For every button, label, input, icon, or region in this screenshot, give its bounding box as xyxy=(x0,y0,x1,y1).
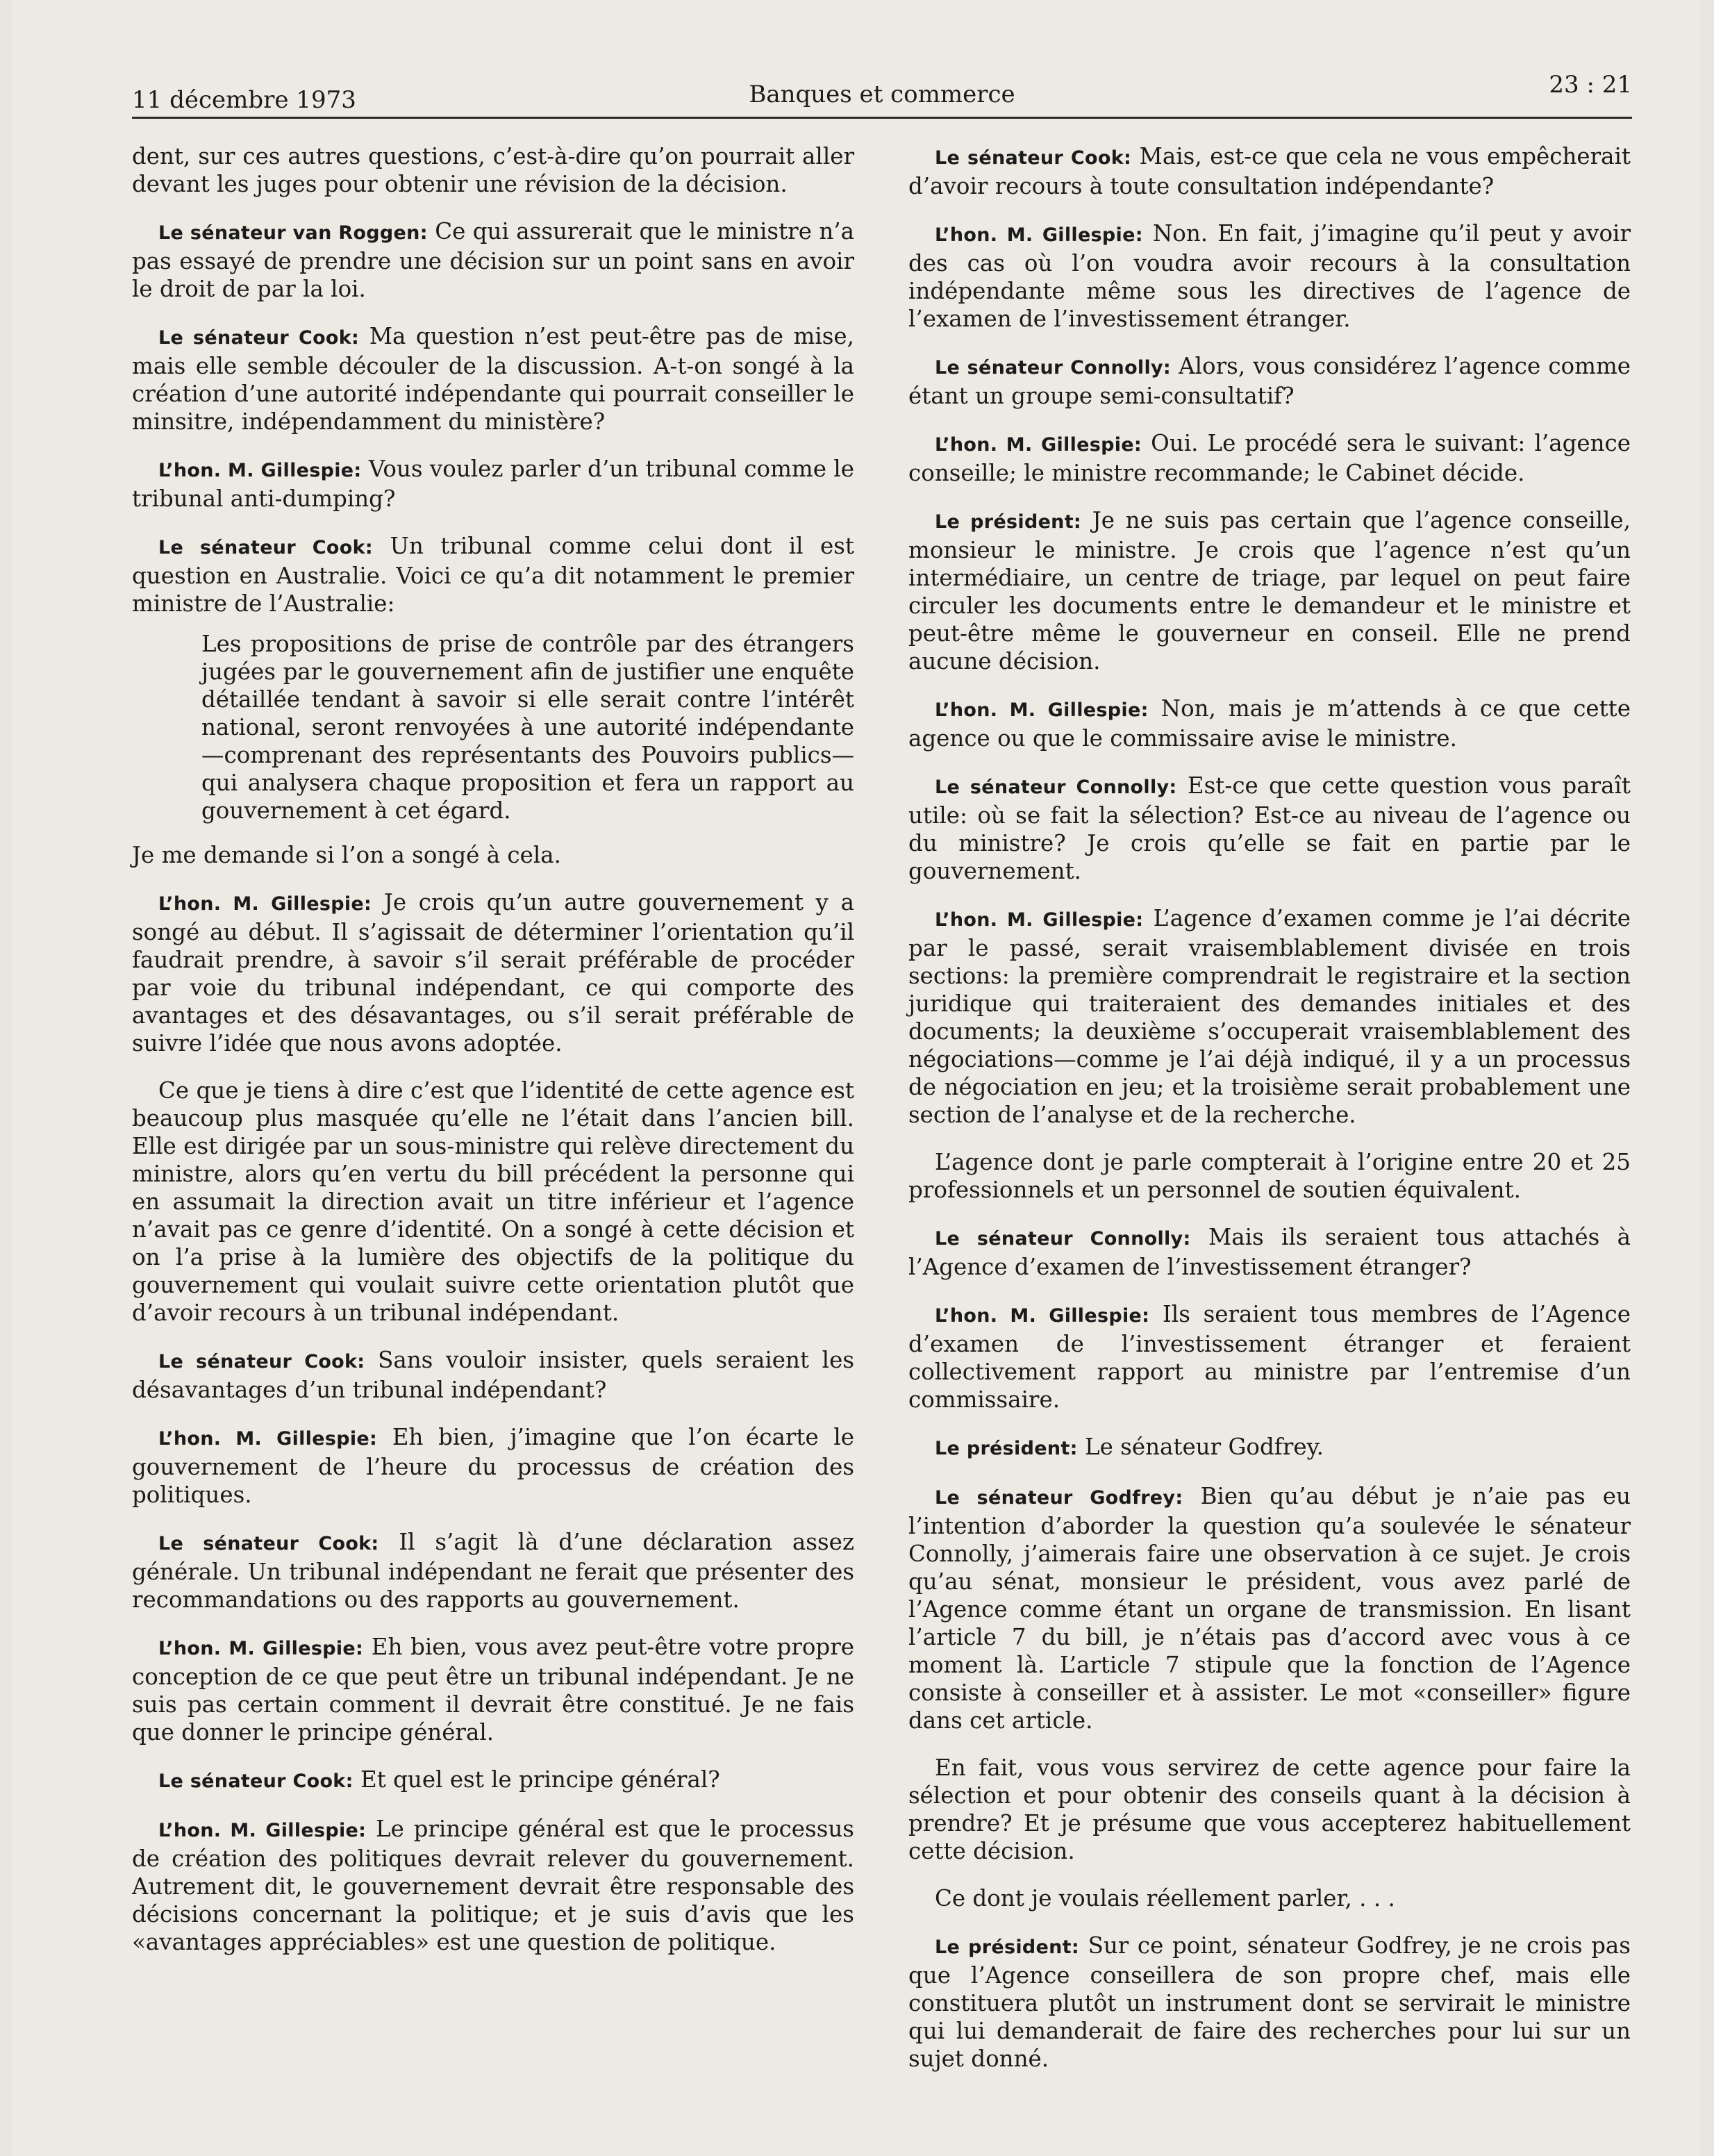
speech-paragraph xyxy=(908,429,1631,487)
speaker-name: Le président: xyxy=(935,1438,1078,1459)
speech-text: Je crois qu’un autre gouvernement y a songé au début. Il s’agissait de déterminer l’orientation qu’il faudrait prendre, à savoir s’il serait préférable de procéder par voie du tribunal indépendant, ce qui comporte des avantages et des désavantages, ou s’il serait préférable de suivre l’idée que nous avons adoptée. xyxy=(132,889,854,1056)
speech-paragraph xyxy=(132,455,854,513)
speaker-name: Le président: xyxy=(935,511,1082,533)
speaker-name: Le sénateur Godfrey: xyxy=(935,1487,1183,1509)
speech-paragraph xyxy=(132,1528,854,1614)
speaker-name: L’hon. M. Gillespie: xyxy=(158,893,372,915)
speech-text: Non, mais je m’attends à ce que cette agence ou que le commissaire avise le ministre. xyxy=(908,695,1631,752)
speech-paragraph xyxy=(908,1932,1631,2073)
speech-paragraph xyxy=(908,1482,1631,1734)
speech-text: Vous voulez parler d’un tribunal comme le tribunal anti-dumping? xyxy=(132,456,854,512)
text-paragraph: dent, sur ces autres questions, c’est-à-dire qu’on pourrait aller devant les juges pour obtenir une révision de la décision. xyxy=(132,143,854,197)
speaker-name: Le sénateur Connolly: xyxy=(935,357,1172,379)
speaker-name: Le président: xyxy=(935,1937,1079,1958)
speech-text: Alors, vous considérez l’agence comme étant un groupe semi-consultatif? xyxy=(908,353,1631,409)
speech-paragraph xyxy=(132,322,854,436)
speech-paragraph xyxy=(908,1223,1631,1281)
quoted-paragraph: Les propositions de prise de contrôle par des étrangers jugées par le gouvernement afin de justifier une enquête détaillée tendant à savoir si elle serait contre l’intérêt national, seront renvoyées à une autorité indépendante—comprenant des représentants des Pouvoirs publics—qui analysera chaque proposition et fera un rapport au gouvernement à cet égard. xyxy=(201,631,854,824)
speaker-name: Le sénateur Connolly: xyxy=(935,777,1177,798)
speaker-name: Le sénateur Cook: xyxy=(935,147,1132,169)
speaker-name: Le sénateur van Roggen: xyxy=(158,222,428,244)
speaker-name: L’hon. M. Gillespie: xyxy=(935,1305,1150,1327)
header-page-number: 23 : 21 xyxy=(1549,71,1632,99)
speech-paragraph xyxy=(132,1633,854,1746)
speech-text: Bien qu’au début je n’aie pas eu l’intention d’aborder la question qu’a soulevée le sénateur Connolly, j’aimerais faire une observation à ce sujet. Je crois qu’au sénat, monsieur le président, vous avez parlé de l’Agence comme étant un organe de transmission. En lisant l’article 7 du bill, je n’étais pas d’accord avec vous à ce moment là. L’article 7 stipule que la fonction de l’Agence consiste à conseiller et à assister. Le mot «conseiller» figure dans cet article. xyxy=(908,1483,1631,1734)
speech-text: Le principe général est que le processus de création des politiques devrait relever du gouvernement. Autrement dit, le gouvernement devrait être responsable des décisions concernant la politique; et je suis d’avis que les «avantages appréciables» est une question de politique. xyxy=(132,1816,854,1955)
left-column xyxy=(132,142,854,1975)
speech-paragraph xyxy=(908,1433,1631,1463)
header-date: 11 décembre 1973 xyxy=(132,86,356,114)
speech-paragraph xyxy=(908,352,1631,410)
speech-text: Ma question n’est peut-être pas de mise, mais elle semble découler de la discussion. A-t-on songé à la création d’une autorité indépendante qui pourrait conseiller le minsitre, indépendamment du ministère? xyxy=(132,323,854,435)
speech-text: Non. En fait, j’imagine qu’il peut y avoir des cas où l’on voudra avoir recours à la consultation indépendante même sous les directives de l’agence de l’examen de l’investissement étranger. xyxy=(908,220,1631,332)
speech-paragraph xyxy=(908,506,1631,675)
speaker-name: Le sénateur Cook: xyxy=(158,1351,365,1373)
speech-text: Le sénateur Godfrey. xyxy=(1085,1434,1324,1460)
speech-paragraph xyxy=(132,532,854,617)
speech-paragraph xyxy=(908,1300,1631,1413)
speech-text: Je ne suis pas certain que l’agence conseille, monsieur le ministre. Je crois que l’agence n’est qu’un intermédiaire, un centre de triage, par lequel on peut faire circuler les documents entre le demandeur et le ministre et peut-être même le gouverneur en conseil. Elle ne prend aucune décision. xyxy=(908,507,1631,674)
speaker-name: L’hon. M. Gillespie: xyxy=(158,460,362,481)
speech-paragraph xyxy=(908,142,1631,200)
speech-paragraph xyxy=(908,772,1631,885)
speech-paragraph xyxy=(132,1815,854,1956)
header-title: Banques et commerce xyxy=(749,81,1015,108)
speech-paragraph xyxy=(908,219,1631,333)
text-paragraph: En fait, vous vous servirez de cette agence pour faire la sélection et pour obtenir des conseils quant à la décision à prendre? Et je présume que vous accepterez habituellement cette décision. xyxy=(908,1755,1631,1864)
speaker-name: L’hon. M. Gillespie: xyxy=(158,1428,378,1450)
text-paragraph: Je me demande si l’on a songé à cela. xyxy=(132,842,561,868)
speech-text: Mais ils seraient tous attachés à l’Agence d’examen de l’investissement étranger? xyxy=(908,1224,1631,1280)
speaker-name: L’hon. M. Gillespie: xyxy=(935,909,1144,931)
speaker-name: Le sénateur Cook: xyxy=(158,327,360,349)
speech-paragraph xyxy=(908,904,1631,1129)
speech-text: Sur ce point, sénateur Godfrey, je ne crois pas que l’Agence conseillera de son propre chef, mais elle constituera plutôt un instrument dont se servirait le ministre qui lui demanderait de faire des recherches pour lui sur un sujet donné. xyxy=(908,1932,1631,2072)
speech-text: Mais, est-ce que cela ne vous empêcherait d’avoir recours à toute consultation indépendante? xyxy=(908,143,1631,199)
speech-text: Il s’agit là d’une déclaration assez générale. Un tribunal indépendant ne ferait que présenter des recommandations ou des rapports au gouvernement. xyxy=(132,1529,855,1613)
speech-paragraph xyxy=(132,217,854,303)
speech-paragraph xyxy=(132,1766,854,1796)
speech-text: Un tribunal comme celui dont il est question en Australie. Voici ce qu’a dit notamment le premier ministre de l’Australie: xyxy=(132,533,854,617)
speaker-name: L’hon. M. Gillespie: xyxy=(935,699,1149,721)
right-column xyxy=(908,142,1631,2092)
text-paragraph: Ce dont je voulais réellement parler, . . . xyxy=(935,1885,1395,1912)
speaker-name: L’hon. M. Gillespie: xyxy=(158,1820,367,1841)
speech-paragraph xyxy=(132,1423,854,1509)
speech-paragraph xyxy=(132,1346,854,1404)
speaker-name: L’hon. M. Gillespie: xyxy=(935,434,1142,456)
speech-text: Ils seraient tous membres de l’Agence d’examen de l’investissement étranger et feraient collectivement rapport au ministre par l’entremise d’un commissaire. xyxy=(908,1301,1631,1413)
speech-text: Et quel est le principe général? xyxy=(360,1766,720,1793)
speech-paragraph xyxy=(908,695,1631,752)
speech-paragraph xyxy=(132,888,854,1057)
speaker-name: Le sénateur Cook: xyxy=(158,1771,353,1792)
speaker-name: L’hon. M. Gillespie: xyxy=(158,1638,364,1659)
speech-text: Oui. Le procédé sera le suivant: l’agence conseille; le ministre recommande; le Cabinet décide. xyxy=(908,430,1631,486)
speaker-name: Le sénateur Connolly: xyxy=(935,1228,1191,1250)
speech-text: Eh bien, vous avez peut-être votre propre conception de ce que peut être un tribunal indépendant. Je ne suis pas certain comment il devrait être constitué. Je ne fais que donner le principe général. xyxy=(132,1634,855,1745)
text-paragraph: Ce que je tiens à dire c’est que l’identité de cette agence est beaucoup plus masquée qu’elle ne l’était dans l’ancien bill. Elle est dirigée par un sous-ministre qui relève directement du ministre, alors qu’en vertu du bill précédent la personne qui en assumait la direction avait un titre inférieur et l’agence n’avait pas ce genre d’identité. On a songé à cette décision et on l’a prise à la lumière des objectifs de la politique du gouvernement qui voulait suivre cette orientation plutôt que d’avoir recours à un tribunal indépendant. xyxy=(132,1077,854,1326)
speaker-name: L’hon. M. Gillespie: xyxy=(935,224,1143,246)
page-header xyxy=(132,72,1632,119)
speech-text: Ce qui assurerait que le ministre n’a pas essayé de prendre une décision sur un point sans en avoir le droit de par la loi. xyxy=(132,218,854,302)
speech-text: L’agence d’examen comme je l’ai décrite par le passé, serait vraisemblablement divisée en trois sections: la première comprendrait le registraire et la section juridique qui traiteraient des demandes initiales et des documents; la deuxième s’occuperait vraisemblablement des négociations—comme je l’ai déjà indiqué, il y a un processus de négociation en jeu; et la troisième serait probablement une section de l’analyse et de la recherche. xyxy=(908,905,1631,1128)
speech-text: Sans vouloir insister, quels seraient les désavantages d’un tribunal indépendant? xyxy=(132,1347,854,1403)
speaker-name: Le sénateur Cook: xyxy=(158,1533,379,1554)
speaker-name: Le sénateur Cook: xyxy=(158,537,373,558)
speech-text: Eh bien, j’imagine que l’on écarte le gouvernement de l’heure du processus de création des politiques. xyxy=(132,1424,854,1508)
text-paragraph: L’agence dont je parle compterait à l’origine entre 20 et 25 professionnels et un personnel de soutien équivalent. xyxy=(908,1149,1631,1203)
page xyxy=(13,0,1700,2156)
speech-text: Est-ce que cette question vous paraît utile: où se fait la sélection? Est-ce au niveau de l’agence ou du ministre? Je crois qu’elle se fait en partie par le gouvernement. xyxy=(908,772,1631,884)
